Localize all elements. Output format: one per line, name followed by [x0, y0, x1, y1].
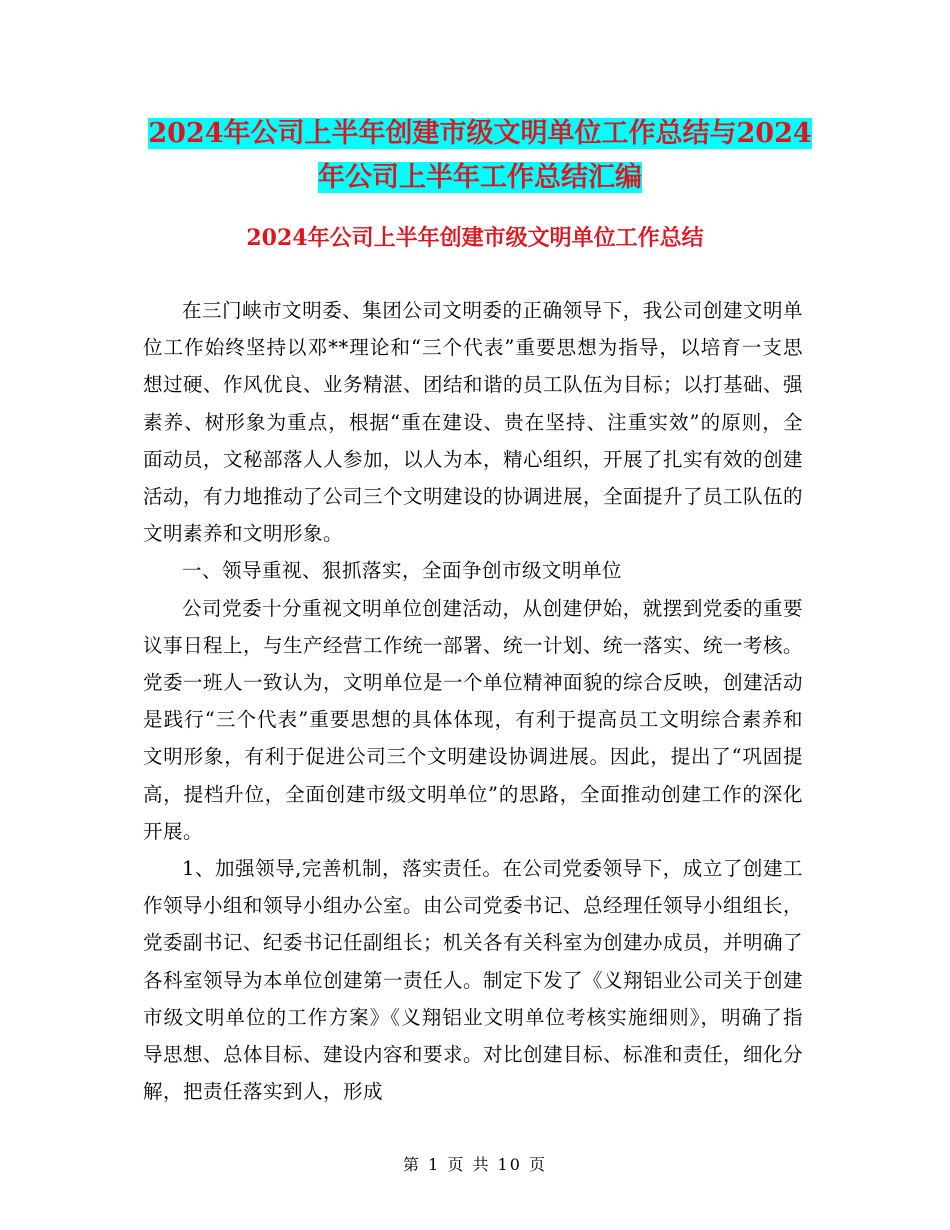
paragraph-leadership: 公司党委十分重视文明单位创建活动，从创建伊始，就摆到党委的重要议事日程上，与生产经营工作统一部署、统一计划、统一落实、统一考核。党委一班人一致认为，文明单位是一个单位精神面貌的综合反映，创建活动是践行“三个代表”重要思想的具体体现，有利于提高员工文明综合素养和文明形象，有利于促进公司三个文明建设协调进展。因此，提出了“巩固提高，提档升位，全面创建市级文明单位”的思路，全面推动创建工作的深化开展。: [143, 596, 804, 843]
paragraph-item-1: 1、加强领导,完善机制，落实责任。在公司党委领导下，成立了创建工作领导小组和领导小组办公室。由公司党委书记、总经理任领导小组组长，党委副书记、纪委书记任副组长；机关各有关科室为创建办成员，并明确了各科室领导为本单位创建第一责任人。制定下发了《义翔铝业公司关于创建市级文明单位的工作方案》《义翔铝业文明单位考核实施细则》，明确了指导思想、总体目标、建设内容和要求。对比创建目标、标准和责任，细化分解，把责任落实到人，形成: [143, 857, 804, 1104]
document-body: [143, 292, 803, 1110]
paragraph-intro: 在三门峡市文明委、集团公司文明委的正确领导下，我公司创建文明单位工作始终坚持以邓**理论和“三个代表”重要思想为指导，以培育一支思想过硬、作风优良、业务精湛、团结和谐的员工队伍为目标；以打基础、强素养、树形象为重点，根据“重在建设、贵在坚持、注重实效”的原则，全面动员，文秘部落人人参加，以人为本，精心组织，开展了扎实有效的创建活动，有力地推动了公司三个文明建设的协调进展，全面提升了员工队伍的文明素养和文明形象。: [143, 299, 804, 546]
paragraph-heading-1: 一、领导重视、狠抓落实，全面争创市级文明单位: [182, 559, 623, 583]
document-main-title: [140, 112, 820, 200]
main-title-line-2: 年公司上半年工作总结汇编: [318, 162, 642, 193]
page-footer: 第 1 页 共 10 页: [403, 1155, 547, 1174]
section-title: 2024年公司上半年创建市级文明单位工作总结: [246, 225, 704, 251]
main-title-line-1: 2024年公司上半年创建市级文明单位工作总结与2024: [148, 118, 812, 149]
